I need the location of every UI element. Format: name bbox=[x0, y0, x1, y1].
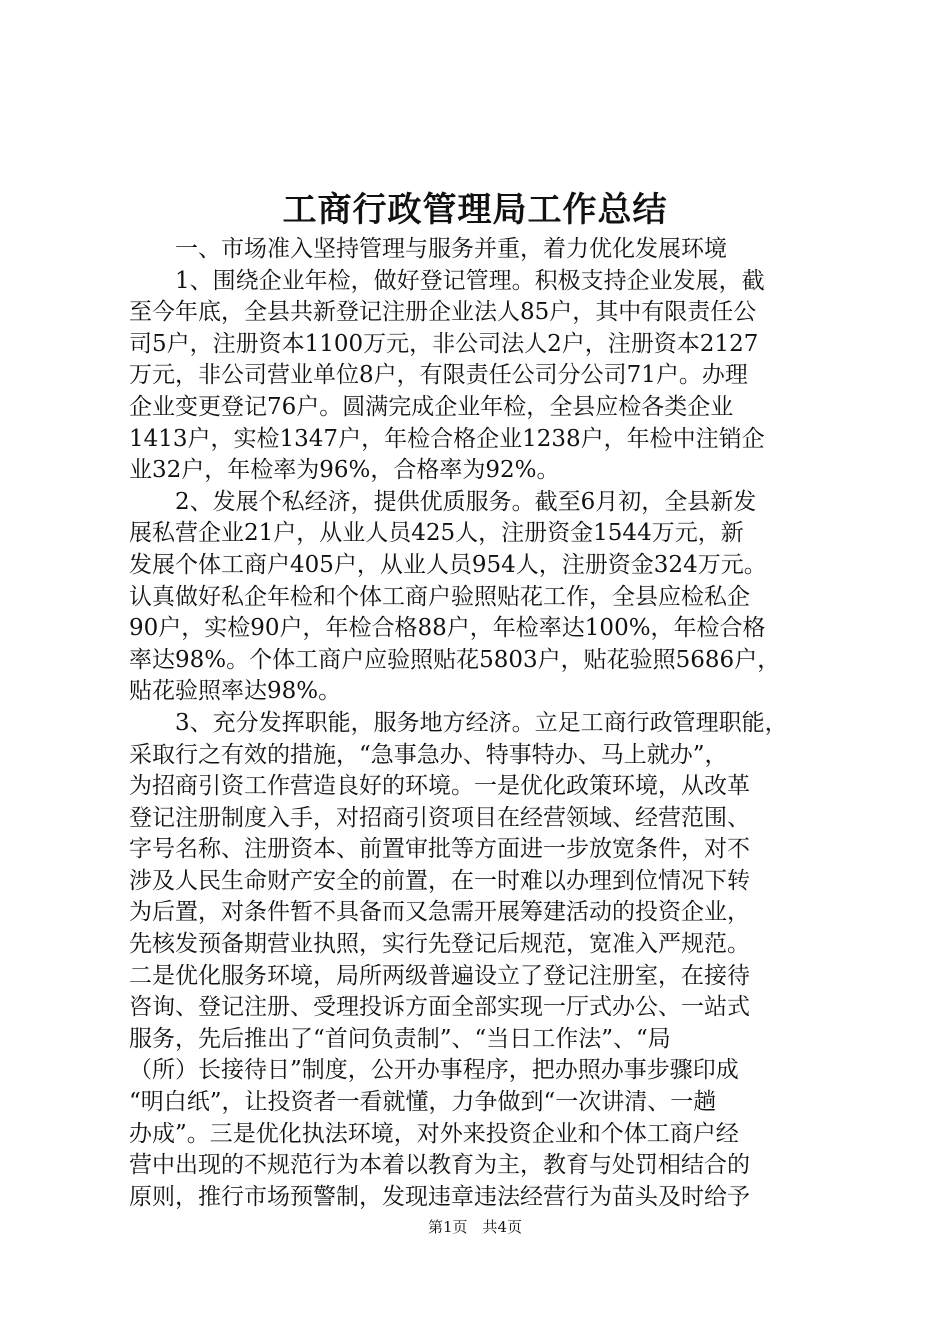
text-line: 服务，先后推出了“首问负责制”、“当日工作法”、“局 bbox=[129, 1025, 671, 1052]
text-line: 先核发预备期营业执照，实行先登记后规范，宽准入严规范。 bbox=[129, 931, 750, 958]
text-line: 发展个体工商户405户，从业人员954人，注册资金324万元。 bbox=[129, 551, 767, 578]
text-line: 字号名称、注册资本、前置审批等方面进一步放宽条件，对不 bbox=[129, 836, 750, 863]
text-line: 贴花验照率达98%。 bbox=[129, 678, 342, 705]
page-footer: 第1页 共4页 bbox=[427, 1218, 523, 1236]
text-line: 万元，非公司营业单位8户，有限责任公司分公司71户。办理 bbox=[129, 362, 748, 389]
text-line: 采取行之有效的措施，“急事急办、特事特办、马上就办”， bbox=[129, 741, 728, 768]
text-line: 企业变更登记76户。圆满完成企业年检，全县应检各类企业 bbox=[129, 393, 734, 420]
text-line: 登记注册制度入手，对招商引资项目在经营领域、经营范围、 bbox=[129, 804, 750, 831]
text-line: 3、充分发挥职能，服务地方经济。立足工商行政管理职能， bbox=[129, 709, 788, 736]
text-line: 1、围绕企业年检，做好登记管理。积极支持企业发展，截 bbox=[129, 267, 765, 294]
text-line: 涉及人民生命财产安全的前置，在一时难以办理到位情况下转 bbox=[129, 867, 750, 894]
document-body bbox=[129, 234, 834, 1213]
document-title: 工商行政管理局工作总结 bbox=[282, 190, 668, 230]
text-line: 认真做好私企年检和个体工商户验照贴花工作，全县应检私企 bbox=[129, 583, 750, 610]
text-line: 展私营企业21户，从业人员425人，注册资金1544万元，新 bbox=[129, 520, 744, 547]
text-line: 业32户，年检率为96%，合格率为92%。 bbox=[129, 457, 560, 484]
text-line: 一、市场准入坚持管理与服务并重，着力优化发展环境 bbox=[129, 236, 727, 262]
text-line: 率达98%。个体工商户应验照贴花5803户，贴花验照5686户， bbox=[129, 646, 781, 673]
text-line: 至今年底，全县共新登记注册企业法人85户，其中有限责任公 bbox=[129, 299, 757, 326]
text-line: 为后置，对条件暂不具备而又急需开展筹建活动的投资企业， bbox=[129, 899, 750, 926]
text-line: 原则，推行市场预警制，发现违章违法经营行为苗头及时给予 bbox=[129, 1183, 750, 1210]
text-line: 咨询、登记注册、受理投诉方面全部实现一厅式办公、一站式 bbox=[129, 994, 750, 1021]
text-line: 2、发展个私经济，提供优质服务。截至6月初，全县新发 bbox=[129, 488, 757, 515]
text-line: 为招商引资工作营造良好的环境。一是优化政策环境，从改革 bbox=[129, 773, 750, 800]
text-line: 司5户，注册资本1100万元，非公司法人2户，注册资本2127 bbox=[129, 330, 759, 357]
text-line: 90户，实检90户，年检合格88户，年检率达100%，年检合格 bbox=[129, 615, 766, 642]
text-line: 营中出现的不规范行为本着以教育为主，教育与处罚相结合的 bbox=[129, 1152, 750, 1179]
text-line: 1413户，实检1347户，年检合格企业1238户，年检中注销企 bbox=[129, 425, 765, 452]
text-line: 办成”。三是优化执法环境，对外来投资企业和个体工商户经 bbox=[129, 1120, 739, 1147]
text-line: （所）长接待日”制度，公开办事程序，把办照办事步骤印成 bbox=[129, 1057, 739, 1084]
text-line: 二是优化服务环境，局所两级普遍设立了登记注册室，在接待 bbox=[129, 962, 750, 989]
text-line: “明白纸”，让投资者一看就懂，力争做到“一次讲清、一趟 bbox=[129, 1089, 717, 1116]
